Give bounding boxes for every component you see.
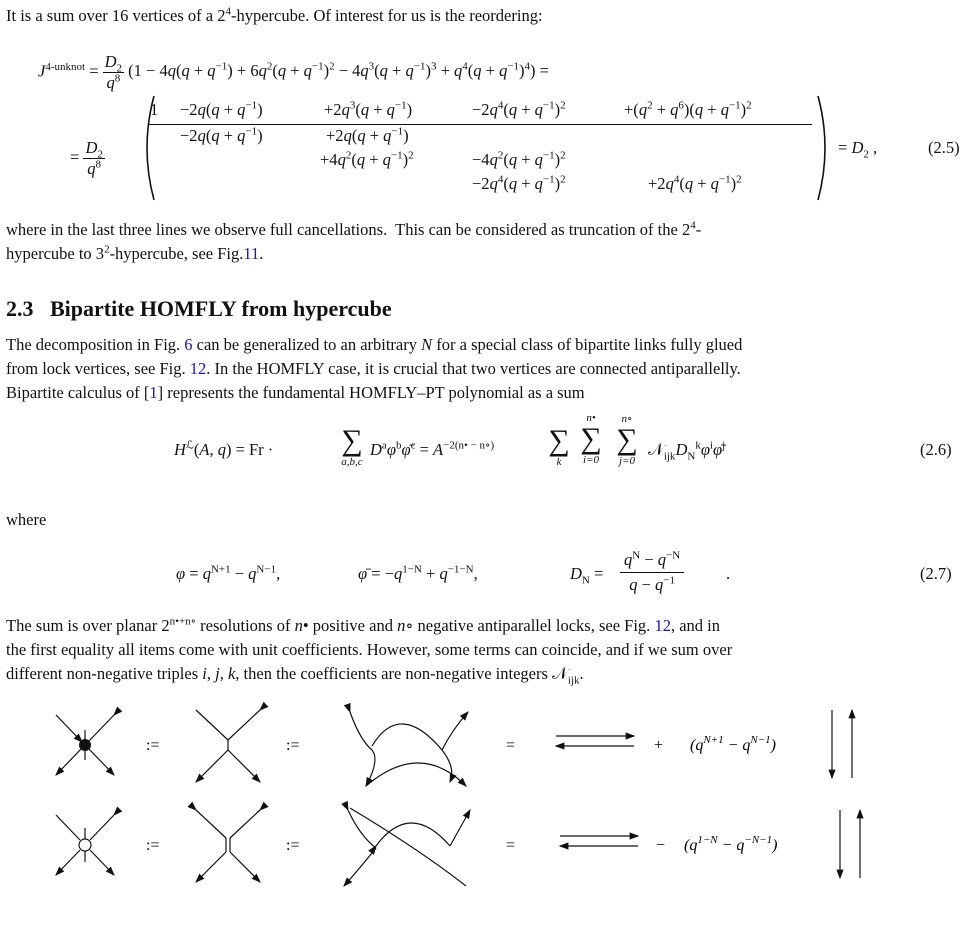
plus-sign: + xyxy=(654,737,664,754)
where-text: where xyxy=(6,510,47,529)
fig-12-link[interactable]: 12 xyxy=(189,359,207,378)
paragraph-resolutions: The sum is over planar $2^{n•+n\circ}$ resolutions of n• positive and n∘ negative antiparallel locks, see Fig. 12, and in the first equality all items come with unit coefficients. However, some terms can coincide, and if we sum over different non-negative triples i, j, k, then the coefficients are non-negative integers 𝒩$_{ijk}$. xyxy=(6,615,733,687)
positive-lock-vertex-icon xyxy=(56,715,114,775)
defeq-4: := xyxy=(286,837,300,854)
lock-vertex-figure xyxy=(0,690,976,926)
crossing-pair-negative-icon xyxy=(344,808,470,886)
row2-coefficient: $(q^{1-N} - q^{-N-1})$ xyxy=(684,834,778,854)
fig-12-link-2[interactable]: 12 xyxy=(654,616,671,635)
crossing-pair-icon xyxy=(350,712,468,786)
vertical-edge-vertex-icon xyxy=(196,710,260,782)
vertical-pair-2-icon xyxy=(840,810,860,878)
equation-2-5: $J^{4-unknot}$ = $\frac{D_2}{q^8}$ $(1 - 4q(q + q^{-1}) + 6q^2(q + q^{-1})^2 - 4q^3(q + q^{-1})^3 + q^4(q + q^{-1})^4)$ = = $\frac{D_2}{q^8}$ 1 $-2q(q + q^{-1})$ $+2q^3(q + q^{-1})$ $-2q^4(q + q^{-1})^2$ $+(q^2 + q^6)(q + q^{-1})^2$ $-2q(q + q^{-1})$ $+2q(q + q^{-1})$ $+4q^2(q + q^{-1})^2$ $-4q^2(q + q^{-1})^2$ $-2q^4(q + q^{-1})^2$ $+2q^4(q + q^{-1})^2$ = $D_2$ , (2.5) xyxy=(38,42,968,202)
vertical-pair-icon xyxy=(832,710,852,778)
defeq-1: := xyxy=(146,737,160,754)
defeq-3: := xyxy=(146,837,160,854)
paragraph-cancellation: where in the last three lines we observe full cancellations. This can be considered as truncation of the $2^4-$ hypercube to $3^2$-hypercube, see Fig.11. xyxy=(6,219,702,263)
paragraph-bipartite: The decomposition in Fig. 6 can be generalized to an arbitrary N for a special class of bipartite links fully glued from lock vertices, see Fig. 12. In the HOMFLY case, it is crucial that two vertices are connected antiparallelly. Bipartite calculus of [1] represents the fundamental HOMFLY–PT polynomial as a sum xyxy=(6,335,743,402)
row1-coefficient: $(q^{N+1} - q^{N-1})$ xyxy=(690,734,776,754)
ref-1-link[interactable]: 1 xyxy=(149,383,158,402)
equals-1: = xyxy=(506,737,516,754)
fig-11-link[interactable]: 11 xyxy=(243,244,260,263)
section-heading: 2.3 Bipartite HOMFLY from hypercube xyxy=(6,296,392,321)
fig-6-link[interactable]: 6 xyxy=(184,335,193,354)
equals-2: = xyxy=(506,837,516,854)
negative-lock-vertex-icon xyxy=(56,815,114,875)
minus-sign: − xyxy=(656,837,666,854)
double-edge-vertex-icon xyxy=(196,810,260,882)
horizontal-pair-2-icon xyxy=(560,836,638,846)
equation-2-6: $H^ℒ(A$, q) = Fr · ∑ a,b,c $D^a\varphi^b\varphī^c = A^{-2(n• - n\circ)}$ ∑ k n• ∑ i=0 n∘ ∑ j=0 $𝒩_{ijk}D_N^k\varphi^i\varphī^j$ (2.6) xyxy=(174,412,952,468)
equation-2-7: $\varphi = q^{N+1} - q^{N-1}$, φ̄ = $-q^{1-N} + q^{-1-N}$, $D_N$ = $q^N - q^{-N}$ $q - q^{-1}$ . (2.7) xyxy=(176,549,952,594)
defeq-2: := xyxy=(286,737,300,754)
horizontal-pair-icon xyxy=(556,736,634,746)
intro-text: It is a sum over 16 vertices of a $2^4$-hypercube. Of interest for us is the reordering: xyxy=(6,5,543,25)
